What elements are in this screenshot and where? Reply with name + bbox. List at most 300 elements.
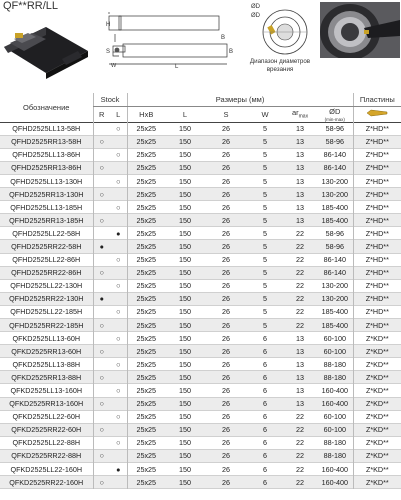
cell-insert: Z*HD** bbox=[353, 122, 401, 135]
cell-length: 150 bbox=[179, 137, 192, 147]
cell-stock-r: ○ bbox=[93, 371, 110, 384]
page-title: QF**RR/LL bbox=[3, 0, 59, 12]
cell-stock-r: ○ bbox=[93, 319, 110, 332]
cell-length: 150 bbox=[179, 464, 192, 474]
cell-diameter-range: 160-400 bbox=[321, 477, 348, 487]
cell-length: 150 bbox=[179, 425, 192, 435]
cell-insert: Z*KD** bbox=[353, 345, 401, 358]
cell-insert: Z*HD** bbox=[353, 148, 401, 161]
cell-ar-max: 13 bbox=[296, 333, 305, 343]
cell-s: 26 bbox=[222, 425, 231, 435]
cell-insert: Z*HD** bbox=[353, 161, 401, 174]
cell-insert: Z*HD** bbox=[353, 135, 401, 148]
label-b: B bbox=[221, 35, 226, 41]
cell-ar-max: 22 bbox=[296, 294, 305, 304]
cell-hxb: 25x25 bbox=[127, 463, 165, 476]
cell-diameter-range: 86-140 bbox=[323, 255, 346, 265]
cell-stock-r: ○ bbox=[93, 345, 110, 358]
cell-hxb: 25x25 bbox=[127, 279, 165, 292]
cell-ar-max: 22 bbox=[296, 438, 305, 448]
cell-w: 6 bbox=[263, 425, 268, 435]
cell-hxb: 25x25 bbox=[127, 135, 165, 148]
cell-hxb: 25x25 bbox=[127, 436, 165, 449]
cell-s: 26 bbox=[222, 228, 231, 238]
cell-ar-max: 22 bbox=[296, 281, 305, 291]
cell-code: QFHD2525LL22-86H bbox=[12, 255, 81, 265]
cell-code: QFHD2525RR22-86H bbox=[11, 268, 82, 278]
cell-code: QFHD2525LL13-58H bbox=[12, 124, 81, 134]
cell-code: QFHD2525RR13-86H bbox=[11, 163, 82, 173]
cell-stock-r bbox=[93, 122, 110, 135]
cell-stock-l: ○ bbox=[116, 438, 121, 448]
cell-ar-max: 22 bbox=[296, 241, 305, 251]
cell-stock-r: ○ bbox=[93, 214, 110, 227]
cell-diameter-range: 86-140 bbox=[323, 163, 346, 173]
cell-stock-l: ○ bbox=[116, 307, 121, 317]
cell-stock-l: ○ bbox=[116, 412, 121, 422]
cell-stock-l bbox=[110, 476, 127, 489]
header-ar-sub: max bbox=[298, 113, 309, 120]
cell-insert: Z*HD** bbox=[353, 305, 401, 318]
cell-insert: Z*KD** bbox=[353, 423, 401, 436]
cell-ar-max: 22 bbox=[296, 320, 305, 330]
cell-w: 5 bbox=[263, 124, 268, 134]
cell-ar-max: 22 bbox=[296, 477, 305, 487]
cell-length: 150 bbox=[179, 372, 192, 382]
cell-stock-r: ○ bbox=[93, 135, 110, 148]
cell-s: 26 bbox=[222, 202, 231, 212]
cell-length: 150 bbox=[179, 255, 192, 265]
cell-stock-r bbox=[93, 253, 110, 266]
table-row bbox=[0, 384, 401, 397]
cell-length: 150 bbox=[179, 215, 192, 225]
cell-ar-max: 22 bbox=[296, 464, 305, 474]
cell-diameter-range: 60-100 bbox=[323, 425, 346, 435]
cell-insert: Z*HD** bbox=[353, 279, 401, 292]
header-ar-label: ar bbox=[291, 108, 299, 118]
cell-ar-max: 22 bbox=[296, 425, 305, 435]
table-row bbox=[0, 135, 401, 148]
cell-insert: Z*KD** bbox=[353, 332, 401, 345]
cell-ar-max: 22 bbox=[296, 228, 305, 238]
cell-stock-r: ○ bbox=[93, 476, 110, 489]
workpiece-photo bbox=[320, 2, 400, 58]
cell-stock-l bbox=[110, 423, 127, 436]
cell-diameter-range: 160-400 bbox=[321, 399, 348, 409]
cell-insert: Z*HD** bbox=[353, 201, 401, 214]
cell-diameter-range: 185-400 bbox=[321, 307, 348, 317]
cell-stock-r bbox=[93, 410, 110, 423]
cell-stock-r: ● bbox=[93, 240, 110, 253]
label-od-2: ØD bbox=[251, 13, 260, 19]
cell-stock-l bbox=[110, 371, 127, 384]
cell-stock-r bbox=[93, 148, 110, 161]
cell-s: 26 bbox=[222, 359, 231, 369]
cell-stock-r: ○ bbox=[93, 266, 110, 279]
cell-code: QFKD2525RR13-60H bbox=[11, 346, 82, 356]
cell-s: 26 bbox=[222, 268, 231, 278]
cell-w: 5 bbox=[263, 189, 268, 199]
cell-diameter-range: 88-180 bbox=[323, 438, 346, 448]
cell-s: 26 bbox=[222, 255, 231, 265]
cell-ar-max: 13 bbox=[296, 359, 305, 369]
cell-stock-l bbox=[110, 397, 127, 410]
cell-code: QFKD2525RR13-88H bbox=[11, 372, 82, 382]
cell-hxb: 25x25 bbox=[127, 449, 165, 462]
cell-length: 150 bbox=[179, 399, 192, 409]
cell-ar-max: 22 bbox=[296, 451, 305, 461]
table-row bbox=[0, 122, 401, 135]
header-od bbox=[317, 106, 353, 122]
insert-icon bbox=[366, 109, 388, 117]
cell-length: 150 bbox=[179, 281, 192, 291]
label-od-1: ØD bbox=[251, 4, 260, 10]
cell-insert: Z*HD** bbox=[353, 227, 401, 240]
cell-hxb: 25x25 bbox=[127, 161, 165, 174]
cell-w: 6 bbox=[263, 372, 268, 382]
cell-insert: Z*KD** bbox=[353, 463, 401, 476]
label-w: W bbox=[111, 63, 117, 68]
cell-length: 150 bbox=[179, 412, 192, 422]
cell-s: 26 bbox=[222, 137, 231, 147]
header-designation: Обозначение bbox=[23, 102, 70, 112]
cell-length: 150 bbox=[179, 202, 192, 212]
cell-length: 150 bbox=[179, 386, 192, 396]
cell-s: 26 bbox=[222, 215, 231, 225]
cell-hxb: 25x25 bbox=[127, 227, 165, 240]
cell-diameter-range: 130-200 bbox=[321, 281, 348, 291]
cell-w: 6 bbox=[263, 477, 268, 487]
cell-ar-max: 13 bbox=[296, 189, 305, 199]
cell-diameter-range: 86-140 bbox=[323, 150, 346, 160]
cell-code: QFHD2525LL13-130H bbox=[10, 176, 83, 186]
cell-hxb: 25x25 bbox=[127, 240, 165, 253]
cell-s: 26 bbox=[222, 281, 231, 291]
cell-hxb: 25x25 bbox=[127, 214, 165, 227]
cell-hxb: 25x25 bbox=[127, 148, 165, 161]
cell-stock-l bbox=[110, 135, 127, 148]
cell-stock-r: ○ bbox=[93, 449, 110, 462]
table-row bbox=[0, 410, 401, 423]
cell-diameter-range: 60-100 bbox=[323, 412, 346, 422]
cell-stock-r: ○ bbox=[93, 397, 110, 410]
spec-table bbox=[0, 93, 401, 489]
cell-diameter-range: 60-100 bbox=[323, 346, 346, 356]
cell-stock-l bbox=[110, 292, 127, 305]
cell-stock-l: ○ bbox=[116, 281, 121, 291]
cell-length: 150 bbox=[179, 477, 192, 487]
cell-diameter-range: 130-200 bbox=[321, 189, 348, 199]
table-row bbox=[0, 332, 401, 345]
cell-insert: Z*HD** bbox=[353, 188, 401, 201]
cell-diameter-range: 88-180 bbox=[323, 372, 346, 382]
cell-stock-r bbox=[93, 384, 110, 397]
cell-insert: Z*KD** bbox=[353, 371, 401, 384]
cell-w: 6 bbox=[263, 399, 268, 409]
table-row bbox=[0, 358, 401, 371]
cell-stock-l: ● bbox=[116, 228, 121, 238]
table-row bbox=[0, 449, 401, 462]
cell-s: 26 bbox=[222, 189, 231, 199]
cell-diameter-range: 185-400 bbox=[321, 215, 348, 225]
cell-length: 150 bbox=[179, 176, 192, 186]
cell-insert: Z*KD** bbox=[353, 436, 401, 449]
cell-w: 6 bbox=[263, 451, 268, 461]
cell-insert: Z*KD** bbox=[353, 449, 401, 462]
cell-code: QFHD2525RR13-185H bbox=[9, 215, 84, 225]
cell-stock-r bbox=[93, 174, 110, 187]
cell-diameter-range: 160-400 bbox=[321, 464, 348, 474]
cell-w: 5 bbox=[263, 215, 268, 225]
cell-length: 150 bbox=[179, 359, 192, 369]
cell-w: 5 bbox=[263, 137, 268, 147]
cell-s: 26 bbox=[222, 386, 231, 396]
cell-stock-l bbox=[110, 319, 127, 332]
cell-w: 6 bbox=[263, 386, 268, 396]
table-row bbox=[0, 463, 401, 476]
cell-stock-l: ○ bbox=[116, 124, 121, 134]
cell-w: 5 bbox=[263, 294, 268, 304]
cell-code: QFKD2525LL22-60H bbox=[12, 412, 81, 422]
cell-diameter-range: 58-96 bbox=[325, 241, 344, 251]
cell-w: 6 bbox=[263, 333, 268, 343]
cell-diameter-range: 185-400 bbox=[321, 320, 348, 330]
cell-w: 5 bbox=[263, 241, 268, 251]
cell-diameter-range: 130-200 bbox=[321, 294, 348, 304]
table-row bbox=[0, 305, 401, 318]
cell-hxb: 25x25 bbox=[127, 410, 165, 423]
cell-stock-l: ○ bbox=[116, 150, 121, 160]
cell-w: 5 bbox=[263, 202, 268, 212]
cell-diameter-range: 185-400 bbox=[321, 202, 348, 212]
cell-s: 26 bbox=[222, 163, 231, 173]
cell-code: QFKD2525RR22-160H bbox=[9, 477, 84, 487]
cell-diameter-range: 130-200 bbox=[321, 176, 348, 186]
cell-code: QFKD2525LL22-88H bbox=[12, 438, 81, 448]
table-row bbox=[0, 201, 401, 214]
cell-stock-l bbox=[110, 240, 127, 253]
cell-insert: Z*KD** bbox=[353, 384, 401, 397]
cell-diameter-range: 58-96 bbox=[325, 124, 344, 134]
cell-w: 5 bbox=[263, 268, 268, 278]
cell-length: 150 bbox=[179, 150, 192, 160]
cell-code: QFHD2525RR13-58H bbox=[11, 137, 82, 147]
cell-w: 6 bbox=[263, 359, 268, 369]
cell-diameter-range: 58-96 bbox=[325, 137, 344, 147]
cell-code: QFKD2525LL13-88H bbox=[12, 359, 81, 369]
cell-w: 5 bbox=[263, 320, 268, 330]
table-row bbox=[0, 371, 401, 384]
cell-insert: Z*HD** bbox=[353, 253, 401, 266]
header-ar bbox=[283, 106, 317, 122]
cell-diameter-range: 58-96 bbox=[325, 228, 344, 238]
cell-insert: Z*KD** bbox=[353, 410, 401, 423]
cell-code: QFKD2525LL13-60H bbox=[12, 333, 81, 343]
cell-length: 150 bbox=[179, 307, 192, 317]
cell-insert: Z*HD** bbox=[353, 174, 401, 187]
cell-stock-l bbox=[110, 345, 127, 358]
cell-w: 6 bbox=[263, 346, 268, 356]
cell-diameter-range: 88-180 bbox=[323, 359, 346, 369]
label-h: H bbox=[106, 22, 111, 28]
cell-hxb: 25x25 bbox=[127, 371, 165, 384]
cell-code: QFKD2525LL22-160H bbox=[10, 464, 83, 474]
cell-length: 150 bbox=[179, 124, 192, 134]
cell-stock-r bbox=[93, 279, 110, 292]
cell-stock-r bbox=[93, 201, 110, 214]
cell-s: 26 bbox=[222, 438, 231, 448]
header-plates: Пластины bbox=[353, 93, 401, 106]
cell-insert: Z*HD** bbox=[353, 240, 401, 253]
cell-w: 6 bbox=[263, 464, 268, 474]
cell-length: 150 bbox=[179, 333, 192, 343]
cell-length: 150 bbox=[179, 268, 192, 278]
cell-ar-max: 13 bbox=[296, 124, 305, 134]
table-row bbox=[0, 345, 401, 358]
cell-hxb: 25x25 bbox=[127, 319, 165, 332]
cell-hxb: 25x25 bbox=[127, 253, 165, 266]
cell-ar-max: 13 bbox=[296, 215, 305, 225]
cell-ar-max: 13 bbox=[296, 372, 305, 382]
cell-w: 5 bbox=[263, 255, 268, 265]
cell-insert: Z*HD** bbox=[353, 319, 401, 332]
cell-length: 150 bbox=[179, 451, 192, 461]
cell-s: 26 bbox=[222, 464, 231, 474]
cell-stock-l: ○ bbox=[116, 333, 121, 343]
cell-stock-l bbox=[110, 161, 127, 174]
cell-s: 26 bbox=[222, 399, 231, 409]
table-row bbox=[0, 188, 401, 201]
cell-insert: Z*KD** bbox=[353, 358, 401, 371]
cell-ar-max: 13 bbox=[296, 150, 305, 160]
cell-diameter-range: 160-400 bbox=[321, 386, 348, 396]
cell-stock-r bbox=[93, 358, 110, 371]
header-w: W bbox=[261, 109, 269, 119]
table-row bbox=[0, 436, 401, 449]
cell-hxb: 25x25 bbox=[127, 188, 165, 201]
cell-hxb: 25x25 bbox=[127, 266, 165, 279]
cell-diameter-range: 88-180 bbox=[323, 451, 346, 461]
table-row bbox=[0, 214, 401, 227]
cell-w: 5 bbox=[263, 281, 268, 291]
cell-stock-r: ● bbox=[93, 292, 110, 305]
cell-stock-r bbox=[93, 332, 110, 345]
table-row bbox=[0, 266, 401, 279]
cell-hxb: 25x25 bbox=[127, 358, 165, 371]
cell-hxb: 25x25 bbox=[127, 384, 165, 397]
table-row bbox=[0, 148, 401, 161]
tool-photo bbox=[2, 13, 90, 85]
table-row bbox=[0, 476, 401, 489]
cell-hxb: 25x25 bbox=[127, 397, 165, 410]
cell-stock-r bbox=[93, 463, 110, 476]
cell-length: 150 bbox=[179, 346, 192, 356]
cell-stock-r bbox=[93, 436, 110, 449]
label-l: L bbox=[175, 64, 179, 68]
header-hxb: HxB bbox=[127, 106, 165, 122]
cell-ar-max: 22 bbox=[296, 412, 305, 422]
header-stock: Stock bbox=[93, 93, 127, 106]
header-len: L bbox=[182, 109, 188, 119]
table-row bbox=[0, 279, 401, 292]
cell-stock-l: ○ bbox=[116, 176, 121, 186]
cell-ar-max: 22 bbox=[296, 268, 305, 278]
header-r: R bbox=[93, 106, 110, 122]
cell-code: QFKD2525RR13-160H bbox=[9, 399, 84, 409]
table-row bbox=[0, 397, 401, 410]
cell-code: QFKD2525LL13-160H bbox=[10, 386, 83, 396]
cell-code: QFHD2525RR22-58H bbox=[11, 241, 82, 251]
table-row bbox=[0, 423, 401, 436]
cell-stock-l bbox=[110, 188, 127, 201]
cell-hxb: 25x25 bbox=[127, 345, 165, 358]
cell-length: 150 bbox=[179, 189, 192, 199]
cell-w: 6 bbox=[263, 412, 268, 422]
cell-s: 26 bbox=[222, 333, 231, 343]
cell-ar-max: 13 bbox=[296, 346, 305, 356]
cell-length: 150 bbox=[179, 294, 192, 304]
cell-code: QFHD2525LL13-86H bbox=[12, 150, 81, 160]
table-row bbox=[0, 319, 401, 332]
cell-stock-r: ○ bbox=[93, 161, 110, 174]
diameter-caption: Диапазон диаметров врезания bbox=[249, 58, 311, 73]
cell-stock-l bbox=[110, 266, 127, 279]
cell-code: QFHD2525RR22-130H bbox=[9, 294, 84, 304]
cell-length: 150 bbox=[179, 163, 192, 173]
cell-s: 26 bbox=[222, 307, 231, 317]
cell-w: 5 bbox=[263, 150, 268, 160]
cell-stock-r bbox=[93, 305, 110, 318]
cell-insert: Z*HD** bbox=[353, 214, 401, 227]
cell-stock-l: ○ bbox=[116, 359, 121, 369]
cell-diameter-range: 60-100 bbox=[323, 333, 346, 343]
cell-s: 26 bbox=[222, 124, 231, 134]
cell-s: 26 bbox=[222, 320, 231, 330]
cell-code: QFHD2525LL22-130H bbox=[10, 281, 83, 291]
cell-stock-l: ○ bbox=[116, 202, 121, 212]
table-row bbox=[0, 227, 401, 240]
diameter-diagram bbox=[249, 2, 309, 58]
table-row bbox=[0, 161, 401, 174]
cell-code: QFHD2525RR22-185H bbox=[9, 320, 84, 330]
header-od-sub: (min-max) bbox=[324, 116, 345, 122]
cell-stock-r: ○ bbox=[93, 188, 110, 201]
cell-ar-max: 22 bbox=[296, 307, 305, 317]
cell-stock-l bbox=[110, 449, 127, 462]
cell-code: QFKD2525RR22-60H bbox=[11, 425, 82, 435]
header-od-label: ØD bbox=[329, 106, 341, 116]
cell-code: QFHD2525LL13-185H bbox=[10, 202, 83, 212]
cell-s: 26 bbox=[222, 346, 231, 356]
header-sizes: Размеры (мм) bbox=[127, 93, 353, 106]
cell-insert: Z*KD** bbox=[353, 476, 401, 489]
cell-code: QFHD2525LL22-58H bbox=[12, 228, 81, 238]
table-row bbox=[0, 174, 401, 187]
header-l: L bbox=[116, 109, 121, 119]
cell-w: 6 bbox=[263, 438, 268, 448]
cell-ar-max: 13 bbox=[296, 399, 305, 409]
cell-w: 5 bbox=[263, 307, 268, 317]
cell-hxb: 25x25 bbox=[127, 201, 165, 214]
cell-s: 26 bbox=[222, 477, 231, 487]
cell-ar-max: 13 bbox=[296, 202, 305, 212]
table-row bbox=[0, 292, 401, 305]
cell-hxb: 25x25 bbox=[127, 423, 165, 436]
cell-stock-l: ○ bbox=[116, 255, 121, 265]
cell-s: 26 bbox=[222, 176, 231, 186]
label-b2: B bbox=[229, 49, 234, 55]
cell-hxb: 25x25 bbox=[127, 332, 165, 345]
